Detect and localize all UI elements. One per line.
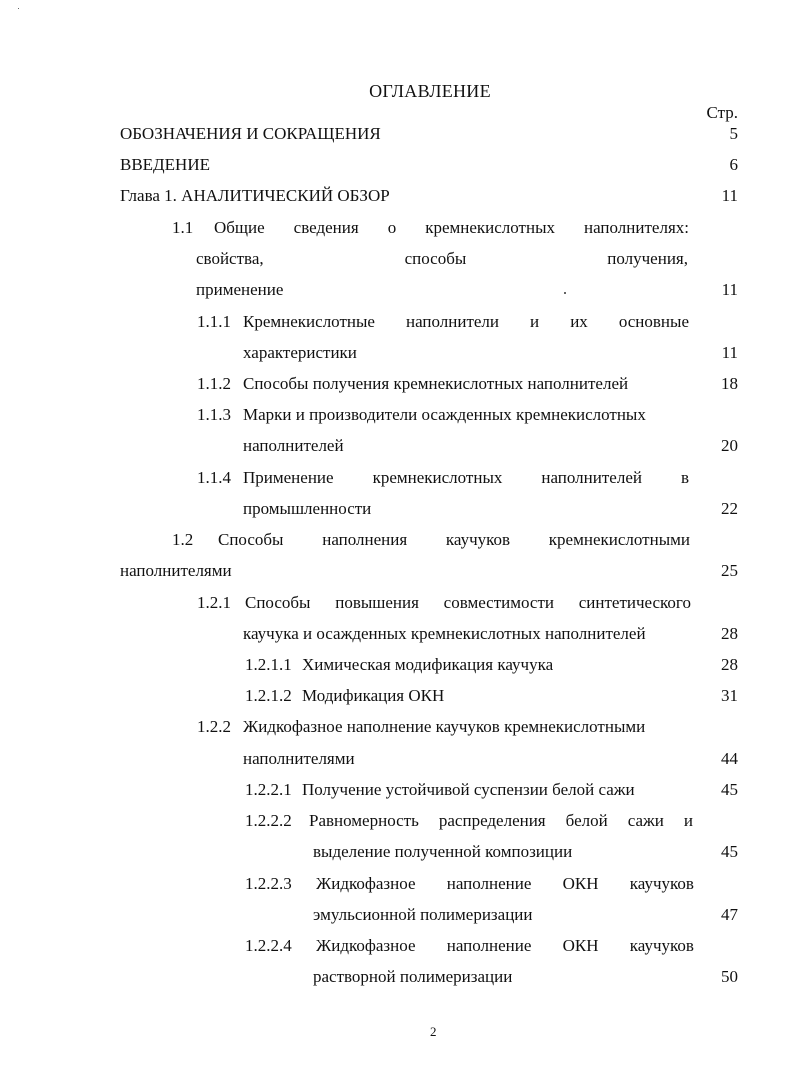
- toc-entry-page: 47: [721, 905, 738, 924]
- toc-word: ОКН: [562, 936, 599, 955]
- toc-entry-line: [243, 312, 689, 332]
- toc-word: наполнение: [446, 874, 532, 893]
- toc-word: Равномерность: [309, 811, 419, 830]
- toc-entry-page: 11: [721, 280, 738, 299]
- toc-entry-text: Способы получения кремнекислотных наполнителей: [243, 374, 629, 393]
- toc-word: кремнекислотными: [548, 530, 690, 549]
- toc-entry-text: Марки и производители осажденных кремнекислотных: [243, 405, 646, 424]
- toc-entry-number: 1.1.2: [197, 374, 231, 393]
- toc-entry-number: 1.2.1: [197, 593, 231, 612]
- toc-entry-text: Жидкофазное наполнение каучуков кремнекислотными: [243, 717, 646, 736]
- toc-word: получения,: [607, 249, 688, 268]
- toc-entry-line: [245, 593, 691, 613]
- toc-word: о: [387, 218, 397, 237]
- toc-word: наполнителей: [541, 468, 642, 487]
- toc-word: ОКН: [562, 874, 599, 893]
- toc-entry-page: 6: [729, 155, 738, 174]
- toc-entry-page: 22: [721, 499, 738, 518]
- toc-entry-text: применение: [196, 280, 284, 299]
- toc-entry-page: 18: [721, 374, 738, 393]
- toc-entry-text: эмульсионной полимеризации: [313, 905, 533, 924]
- toc-word: распределения: [438, 811, 546, 830]
- toc-word: белой: [565, 811, 608, 830]
- toc-entry-page: 5: [729, 124, 738, 143]
- toc-word: Жидкофазное: [316, 936, 416, 955]
- toc-entry-page: 31: [721, 686, 738, 705]
- toc-entry-number: 1.2.2.1: [245, 780, 292, 799]
- toc-word: Применение: [243, 468, 334, 487]
- toc-entry-text: Модификация ОКН: [302, 686, 445, 705]
- toc-entry-text: наполнителей: [243, 436, 344, 455]
- toc-entry-number: 1.2.1.1: [245, 655, 292, 674]
- toc-word: их: [570, 312, 588, 331]
- toc-entry-text: растворной полимеризации: [313, 967, 513, 986]
- toc-word: и: [683, 811, 693, 830]
- page-column-header: Стр.: [706, 103, 738, 122]
- toc-word: Кремнекислотные: [243, 312, 375, 331]
- toc-word: свойства,: [196, 249, 264, 268]
- toc-word: повышения: [335, 593, 419, 612]
- toc-entry-text: характеристики: [243, 343, 357, 362]
- toc-entry-number: 1.2: [172, 530, 194, 549]
- toc-entry-line: [309, 811, 693, 831]
- toc-word: кремнекислотных: [425, 218, 556, 237]
- toc-entry-number: 1.1.3: [197, 405, 231, 424]
- toc-word: каучуков: [629, 936, 694, 955]
- toc-word: синтетического: [578, 593, 691, 612]
- toc-entry-line: [316, 936, 694, 956]
- toc-entry-page: 11: [721, 343, 738, 362]
- toc-entry-page: 28: [721, 655, 738, 674]
- toc-word: Жидкофазное: [316, 874, 416, 893]
- toc-entry-number: 1.1.1: [197, 312, 231, 331]
- toc-word: наполнители: [405, 312, 500, 331]
- toc-entry-text: промышленности: [243, 499, 372, 518]
- toc-word: Общие: [214, 218, 265, 237]
- toc-entry-number: 1.2.2.2: [245, 811, 292, 830]
- toc-word: каучуков: [445, 530, 511, 549]
- toc-word: совместимости: [443, 593, 554, 612]
- toc-word: каучуков: [629, 874, 694, 893]
- toc-word: основные: [618, 312, 689, 331]
- toc-word: Способы: [218, 530, 284, 549]
- toc-entry-text: каучука и осажденных кремнекислотных наполнителей: [243, 624, 646, 643]
- toc-entry-page: 25: [721, 561, 738, 580]
- toc-entry-number: 1.1.4: [197, 468, 231, 487]
- toc-entry-text: ОБОЗНАЧЕНИЯ И СОКРАЩЕНИЯ: [120, 124, 381, 143]
- toc-entry-line: [316, 874, 694, 894]
- toc-word: способы: [404, 249, 467, 268]
- toc-entry-page: 20: [721, 436, 738, 455]
- toc-word: наполнение: [446, 936, 532, 955]
- toc-entry-line: [214, 218, 689, 238]
- toc-entry-line: [196, 249, 688, 269]
- toc-word: и: [530, 312, 540, 331]
- toc-entry-page: 44: [721, 749, 738, 768]
- toc-entry-page: 45: [721, 780, 738, 799]
- toc-word: наполнителях:: [584, 218, 689, 237]
- toc-entry-number: 1.2.2.3: [245, 874, 292, 893]
- toc-entry-number: 1.2.1.2: [245, 686, 292, 705]
- toc-entry-number: 1.2.2: [197, 717, 231, 736]
- toc-entry-text: Глава 1. АНАЛИТИЧЕСКИЙ ОБЗОР: [120, 186, 390, 205]
- toc-entry-text: Химическая модификация каучука: [302, 655, 554, 674]
- scan-speck: [564, 292, 566, 294]
- toc-entry-text: наполнителями: [120, 561, 232, 580]
- toc-word: Способы: [245, 593, 311, 612]
- toc-entry-page: 11: [721, 186, 738, 205]
- toc-entry-page: 28: [721, 624, 738, 643]
- toc-entry-text: ВВЕДЕНИЕ: [120, 155, 210, 174]
- toc-word: наполнения: [322, 530, 408, 549]
- toc-word: кремнекислотных: [372, 468, 503, 487]
- toc-entry-page: 45: [721, 842, 738, 861]
- toc-entry-number: 1.1: [172, 218, 194, 237]
- toc-entry-text: наполнителями: [243, 749, 355, 768]
- toc-word: сведения: [293, 218, 359, 237]
- toc-entry-page: 50: [721, 967, 738, 986]
- toc-entry-text: Получение устойчивой суспензии белой сажи: [302, 780, 635, 799]
- toc-word: сажи: [627, 811, 664, 830]
- page-title: ОГЛАВЛЕНИЕ: [369, 81, 491, 101]
- toc-word: в: [680, 468, 689, 487]
- page-number: 2: [430, 1024, 437, 1039]
- scan-speck: [18, 8, 19, 9]
- toc-entry-number: 1.2.2.4: [245, 936, 292, 955]
- toc-entry-line: [243, 468, 689, 488]
- toc-entry-line: [218, 530, 690, 550]
- toc-entry-text: выделение полученной композиции: [313, 842, 573, 861]
